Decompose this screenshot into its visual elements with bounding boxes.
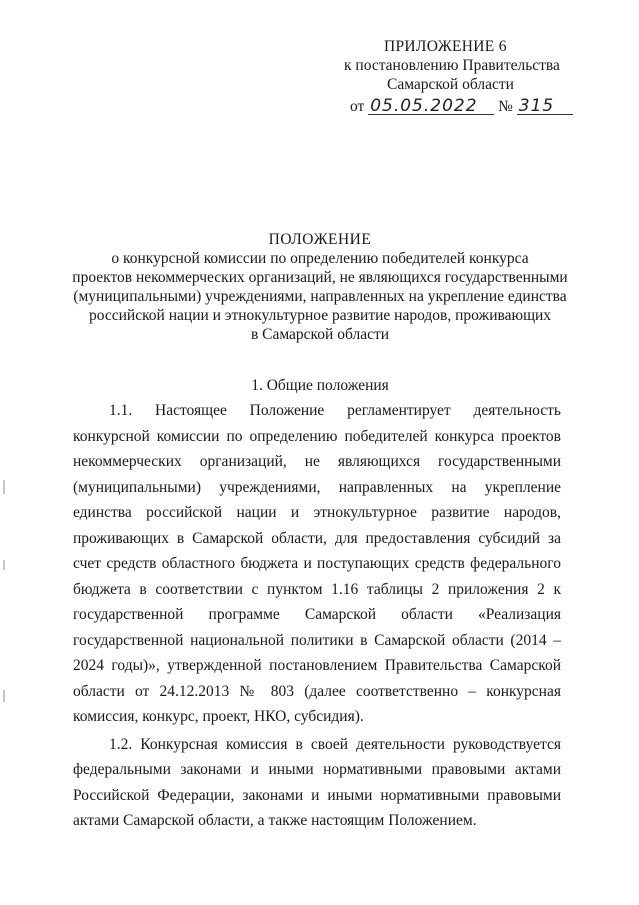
number-sign: №: [498, 98, 513, 115]
document-body: [73, 398, 561, 834]
appendix-region-line: Самарской области: [387, 76, 514, 93]
scan-artifact: [3, 480, 5, 494]
handwritten-date: 05.05.2022: [368, 98, 494, 115]
handwritten-number: 315: [517, 98, 573, 115]
scan-artifact: [3, 690, 5, 702]
title-line: (муниципальными) учреждениями, направленных на укрепление единства: [73, 288, 567, 305]
appendix-number: ПРИЛОЖЕНИЕ 6: [384, 38, 507, 55]
title-line: проектов некоммерческих организаций, не являющихся государственными: [72, 269, 568, 286]
scan-artifact: [3, 560, 5, 570]
date-prefix: от: [350, 98, 365, 115]
title-line: о конкурсной комиссии по определению победителей конкурса: [111, 250, 529, 267]
document-title: [40, 230, 600, 344]
appendix-date-line: [350, 97, 590, 116]
paragraph-1-1: 1.1. Настоящее Положение регламентирует деятельность конкурсной комиссии по определению победителей конкурса проектов некоммерческих организаций, не являющихся государственными (муниципальными) учреждениями, направленных на укрепление единства российской нации и этнокультурное развитие народов, проживающих в Самарской области, для предоставления субсидий за счет средств областного бюджета и поступающих средств федерального бюджета в соответствии с пунктом 1.16 таблицы 2 приложения 2 к государственной программе Самарской области «Реализация государственной национальной политики в Самарской области (2014 – 2024 годы)», утвержденной постановлением Правительства Самарской области от 24.12.2013 № 803 (далее соответственно – конкурсная комиссия, конкурс, проект, НКО, субсидия).: [73, 402, 561, 725]
appendix-header: [330, 37, 590, 116]
title-heading: ПОЛОЖЕНИЕ: [268, 231, 372, 248]
title-line: в Самарской области: [250, 326, 390, 343]
title-line: российской нации и этнокультурное развитие народов, проживающих: [88, 307, 552, 324]
paragraph-1-2: 1.2. Конкурсная комиссия в своей деятельности руководствуется федеральными законами и иными нормативными правовыми актами Российской Федерации, законами и иными нормативными правовыми актами Самарской области, а также настоящим Положением.: [73, 735, 561, 829]
section-heading: 1. Общие положения: [251, 377, 389, 394]
appendix-resolution-line: к постановлению Правительства: [344, 57, 560, 74]
